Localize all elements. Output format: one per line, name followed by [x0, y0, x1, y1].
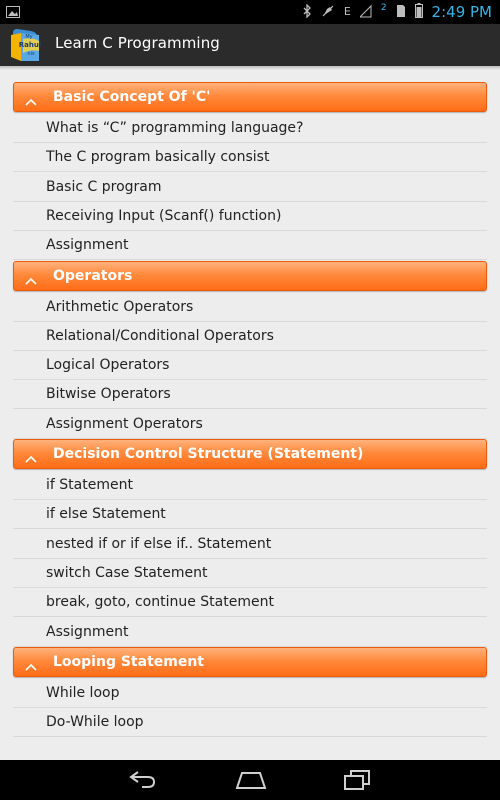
list-item-label: Assignment [46, 623, 129, 640]
list-item-label: While loop [46, 684, 120, 701]
list-item-label: if Statement [46, 477, 133, 493]
list-item[interactable] [13, 708, 487, 737]
list-item-label: Receiving Input (Scanf() function) [46, 207, 282, 224]
network-type-label: E [343, 5, 351, 18]
list-item[interactable] [13, 293, 487, 322]
group-header-label: Looping Statement [53, 653, 204, 670]
list-item[interactable] [13, 500, 487, 529]
list-item-label: break, goto, continue Statement [46, 594, 274, 611]
list-item-label: Assignment Operators [46, 415, 203, 432]
status-time: 2:49 PM [431, 3, 492, 21]
home-icon[interactable] [234, 768, 268, 792]
learn-c-app-icon[interactable] [9, 27, 45, 63]
back-icon[interactable] [128, 768, 158, 792]
list-item-label: Arithmetic Operators [46, 298, 194, 315]
list-item[interactable] [13, 559, 487, 588]
battery-icon [415, 3, 423, 22]
chevron-up-icon [25, 271, 37, 281]
list-item[interactable] [13, 410, 487, 439]
list-item[interactable] [13, 679, 487, 708]
group-header[interactable] [13, 439, 487, 469]
svg-text:Rahul: Rahul [18, 41, 42, 49]
bluetooth-icon [303, 3, 312, 22]
picture-icon [6, 4, 20, 23]
svg-text:My: My [25, 34, 33, 40]
signal-icon [360, 3, 372, 22]
list-item-label: Relational/Conditional Operators [46, 327, 274, 344]
svg-text:nis: nis [27, 51, 35, 57]
list-item-label: switch Case Statement [46, 564, 208, 581]
list-item[interactable] [13, 351, 487, 380]
signal-badge: 2 [380, 3, 387, 13]
list-item-label: Bitwise Operators [46, 386, 171, 403]
list-item-label: if else Statement [46, 506, 166, 523]
list-item[interactable] [13, 618, 487, 647]
list-item[interactable] [13, 202, 487, 231]
chevron-up-icon [25, 657, 37, 667]
list-item[interactable] [13, 588, 487, 617]
list-item-label: Logical Operators [46, 357, 170, 374]
list-item-label: Do-While loop [46, 714, 144, 731]
navigation-bar [0, 760, 500, 800]
group-header[interactable] [13, 261, 487, 291]
list-item[interactable] [13, 322, 487, 351]
chevron-up-icon [25, 92, 37, 102]
list-item-label: What is “C” programming language? [46, 120, 304, 136]
group-header-label: Operators [53, 267, 133, 284]
mute-icon [321, 3, 335, 22]
lesson-list[interactable] [0, 70, 500, 760]
status-bar [0, 0, 500, 24]
group-header-label: Basic Concept Of 'C' [53, 89, 211, 105]
list-item[interactable] [13, 471, 487, 500]
list-item-label: nested if or if else if.. Statement [46, 535, 272, 552]
list-item[interactable] [13, 231, 487, 260]
list-item[interactable] [13, 380, 487, 409]
sim-icon [396, 3, 406, 22]
chevron-up-icon [25, 449, 37, 459]
group-header-label: Decision Control Structure (Statement) [53, 446, 364, 462]
list-item-label: Assignment [46, 237, 129, 254]
list-item[interactable] [13, 173, 487, 202]
list-item-label: Basic C program [46, 178, 162, 195]
list-item[interactable] [13, 114, 487, 143]
list-item[interactable] [13, 530, 487, 559]
list-item-label: The C program basically consist [46, 149, 270, 166]
group-header[interactable] [13, 82, 487, 112]
list-item[interactable] [13, 143, 487, 172]
action-bar [0, 24, 500, 66]
group-header[interactable] [13, 647, 487, 677]
recent-apps-icon[interactable] [342, 768, 372, 792]
app-title: Learn C Programming [55, 34, 220, 52]
